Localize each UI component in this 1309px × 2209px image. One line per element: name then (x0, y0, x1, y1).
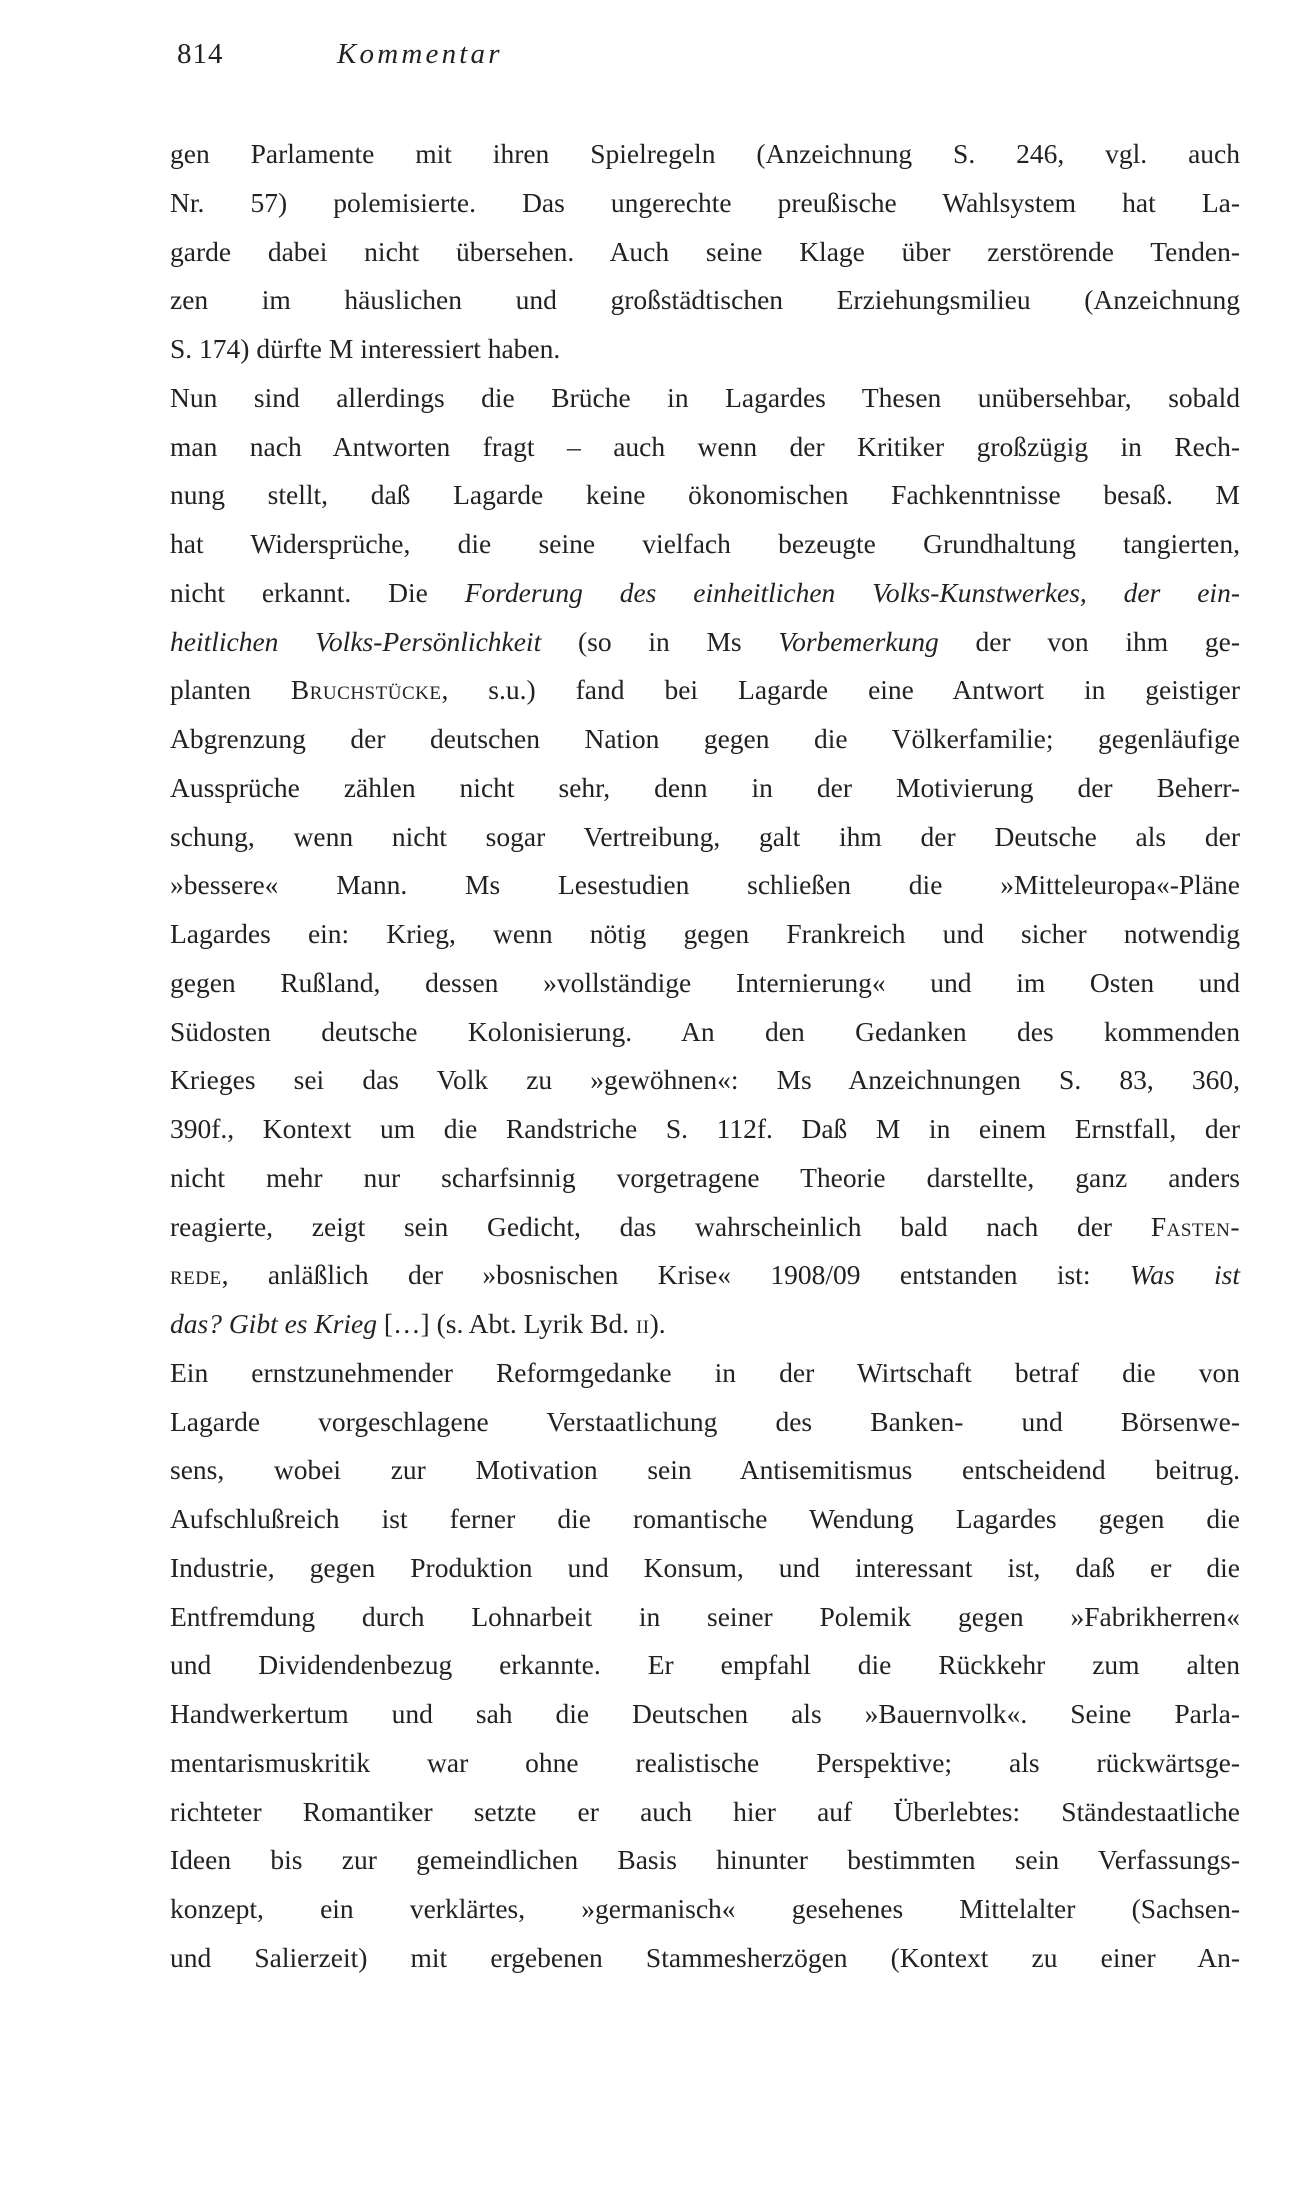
text-segment: und Dividendenbezug erkannte. Er empfahl die Rückkehr zum alten (170, 1649, 1240, 1681)
text-line (170, 813, 1240, 862)
text-segment: garde dabei nicht übersehen. Auch seine Klage über zerstörende Tenden- (170, 235, 1240, 267)
text-line (170, 374, 1240, 423)
text-line (170, 1398, 1240, 1447)
text-line (170, 1056, 1240, 1105)
text-line (170, 179, 1240, 228)
text-segment: Abgrenzung der deutschen Nation gegen die Völkerfamilie; gegenläufige (170, 723, 1240, 754)
text-segment: »bessere« Mann. Ms Lesestudien schließen die »Mitteleuropa«-Pläne (170, 869, 1240, 901)
text-segment: hat Widersprüche, die seine vielfach bezeugte Grundhaltung tangierten, (170, 528, 1240, 559)
text-segment: Nun sind allerdings die Brüche in Lagardes Thesen unübersehbar, sobald (170, 381, 1240, 413)
text-line (170, 764, 1240, 813)
text-segment: man nach Antworten fragt – auch wenn der Kritiker großzügig in Rech- (170, 430, 1240, 462)
text-segment: 390f., Kontext um die Randstriche S. 112f. Daß M in einem Ernstfall, der (170, 1113, 1240, 1144)
text-segment: gen Parlamente mit ihren Spielregeln (Anzeichnung S. 246, vgl. auch (170, 138, 1240, 169)
text-line (170, 1349, 1240, 1398)
text-segment: und Salierzeit) mit ergebenen Stammesherzögen (Kontext zu einer An- (170, 1941, 1240, 1973)
text-line (170, 1836, 1240, 1885)
text-line (170, 1008, 1240, 1057)
running-title: Kommentar (337, 38, 503, 70)
small-caps-text: Bruchstücke (290, 674, 442, 706)
text-line (170, 1544, 1240, 1593)
text-line (170, 130, 1240, 179)
text-segment: Lagarde vorgeschlagene Verstaatlichung des Banken- und Börsenwe- (170, 1405, 1240, 1437)
text-line (170, 1203, 1240, 1252)
text-segment: mentarismuskritik war ohne realistische Perspektive; als rückwärtsge- (170, 1746, 1240, 1778)
small-caps-text: ii (635, 1308, 650, 1339)
text-line (170, 1154, 1240, 1203)
italic-text: Forderung des einheitlichen Volks-Kunstwerkes, der ein- (464, 576, 1240, 608)
text-line (170, 715, 1240, 764)
italic-text: Was ist (1129, 1259, 1240, 1291)
text-segment: Lagardes ein: Krieg, wenn nötig gegen Frankreich und sicher notwendig (170, 918, 1240, 949)
text-segment: Südosten deutsche Kolonisierung. An den Gedanken des kommenden (170, 1015, 1240, 1047)
text-segment: Ideen bis zur gemeindlichen Basis hinunter bestimmten sein Verfassungs- (170, 1844, 1240, 1876)
text-line (170, 228, 1240, 277)
text-line (170, 1593, 1240, 1642)
text-segment: , anläßlich der »bosnischen Krise« 1908/09 entstanden ist: (221, 1259, 1130, 1291)
text-segment: gegen Rußland, dessen »vollständige Internierung« und im Osten und (170, 966, 1240, 998)
text-line (170, 1934, 1240, 1983)
italic-text: Vorbemerkung (778, 625, 939, 657)
text-segment: , s.u.) fand bei Lagarde eine Antwort in geistiger (441, 674, 1240, 706)
text-line (170, 861, 1240, 910)
text-line (170, 276, 1240, 325)
text-line (170, 1251, 1240, 1300)
text-line (170, 520, 1240, 569)
italic-text: das? Gibt es Krieg (170, 1308, 378, 1339)
text-line (170, 1641, 1240, 1690)
commentary-body-text (170, 130, 1240, 1983)
text-segment: Industrie, gegen Produktion und Konsum, und interessant ist, daß er die (170, 1551, 1240, 1583)
text-line (170, 471, 1240, 520)
small-caps-text: Fasten- (1150, 1210, 1240, 1242)
text-line (170, 1739, 1240, 1788)
text-line (170, 910, 1240, 959)
text-segment: sens, wobei zur Motivation sein Antisemitismus entscheidend beitrug. (170, 1454, 1240, 1486)
text-segment: S. 174) dürfte M interessiert haben. (170, 333, 561, 364)
text-line (170, 618, 1240, 667)
text-line (170, 569, 1240, 618)
text-segment: nicht erkannt. Die (170, 576, 465, 608)
text-line (170, 1788, 1240, 1837)
small-caps-text: rede (170, 1259, 222, 1291)
text-segment: […] (s. Abt. Lyrik Bd. (377, 1308, 636, 1339)
text-segment: reagierte, zeigt sein Gedicht, das wahrscheinlich bald nach der (170, 1210, 1151, 1242)
text-line (170, 1300, 1240, 1349)
text-segment: konzept, ein verklärtes, »germanisch« gesehenes Mittelalter (Sachsen- (170, 1893, 1240, 1924)
text-segment: Entfremdung durch Lohnarbeit in seiner Polemik gegen »Fabrikherren« (170, 1600, 1240, 1632)
text-segment: Aufschlußreich ist ferner die romantische Wendung Lagardes gegen die (170, 1503, 1240, 1534)
page-number: 814 (177, 38, 224, 70)
text-line (170, 1885, 1240, 1934)
text-line (170, 325, 1240, 374)
text-segment: (so in Ms (541, 625, 779, 657)
text-segment: Nr. 57) polemisierte. Das ungerechte preußische Wahlsystem hat La- (170, 186, 1240, 218)
text-segment: schung, wenn nicht sogar Vertreibung, galt ihm der Deutsche als der (170, 820, 1240, 852)
text-segment: richteter Romantiker setzte er auch hier auf Überlebtes: Ständestaatliche (170, 1795, 1240, 1827)
text-line (170, 1690, 1240, 1739)
text-segment: zen im häuslichen und großstädtischen Erziehungsmilieu (Anzeichnung (170, 284, 1240, 316)
text-segment: ). (649, 1308, 666, 1339)
italic-text: heitlichen Volks-Persönlichkeit (170, 625, 542, 657)
text-segment: der von ihm ge- (938, 625, 1240, 657)
text-segment: Ein ernstzunehmender Reformgedanke in der Wirtschaft betraf die von (170, 1356, 1240, 1388)
text-line (170, 666, 1240, 715)
running-head (177, 34, 1240, 74)
text-segment: nicht mehr nur scharfsinnig vorgetragene Theorie darstellte, ganz anders (170, 1161, 1240, 1193)
text-line (170, 1495, 1240, 1544)
text-segment: planten (170, 674, 291, 706)
text-line (170, 959, 1240, 1008)
text-segment: Krieges sei das Volk zu »gewöhnen«: Ms Anzeichnungen S. 83, 360, (170, 1064, 1240, 1096)
text-segment: Aussprüche zählen nicht sehr, denn in der Motivierung der Beherr- (170, 771, 1240, 803)
text-line (170, 1446, 1240, 1495)
text-line (170, 1105, 1240, 1154)
text-segment: nung stellt, daß Lagarde keine ökonomischen Fachkenntnisse besaß. M (170, 479, 1240, 511)
text-segment: Handwerkertum und sah die Deutschen als »Bauernvolk«. Seine Parla- (170, 1698, 1240, 1729)
text-line (170, 423, 1240, 472)
